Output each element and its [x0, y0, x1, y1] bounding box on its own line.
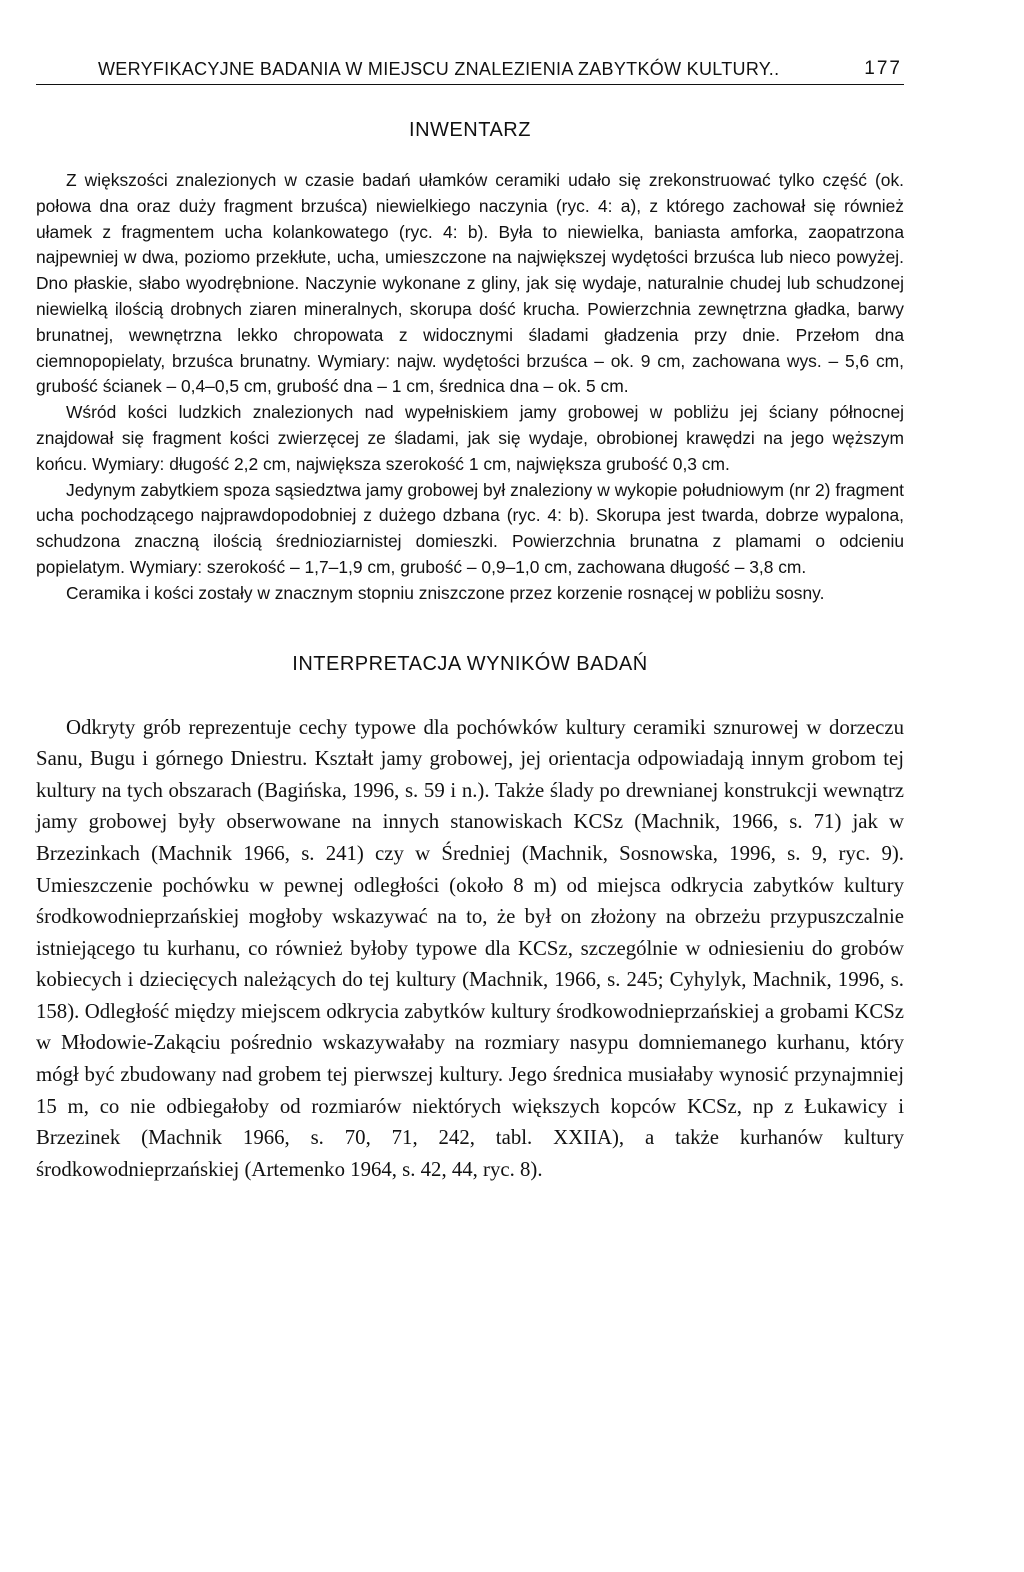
section-title-interpretation: INTERPRETACJA WYNIKÓW BADAŃ	[292, 652, 648, 675]
paragraph: Jedynym zabytkiem spoza sąsiedztwa jamy grobowej był znaleziony w wykopie południowym (nr 2) fragment ucha pochodzącego najprawdopodobniej z dużego dzbana (ryc. 4: b). Skorupa jest twarda, dobrze wypalona, schudzona znaczną ilością średnioziarnistej domieszki. Powierzchnia brunatna z plamami o odcieniu popielatym. Wymiary: szerokość – 1,7–1,9 cm, grubość – 0,9–1,0 cm, zachowana długość – 3,8 cm.	[36, 479, 904, 577]
running-head-title: WERYFIKACYJNE BADANIA W MIEJSCU ZNALEZIENIA ZABYTKÓW KULTURY..	[98, 59, 780, 79]
paragraph: Odkryty grób reprezentuje cechy typowe dla pochówków kultury ceramiki sznurowej w dorzeczu Sanu, Bugu i górnego Dniestru. Kształt jamy grobowej, jej orientacja odpowiadają innym grobom tej kultury na tych obszarach (Bagińska, 1996, s. 59 i n.). Także ślady po drewnianej konstrukcji wewnątrz jamy grobowej były obserwowane na innych stanowiskach KCSz (Machnik, 1966, s. 71) jak w Brzezinkach (Machnik 1966, s. 241) czy w Średniej (Machnik, Sosnowska, 1996, s. 9, ryc. 9). Umieszczenie pochówku w pewnej odległości (około 8 m) od miejsca odkrycia zabytków kultury środkowodnieprzańskiej mogłoby wskazywać na to, że był on złożony na obrzeżu przypuszczalnie istniejącego tu kurhanu, co również byłoby typowe dla KCSz, szczególnie w odniesieniu do grobów kobiecych i dziecięcych należących do tej kultury (Machnik, 1966, s. 245; Cyhylyk, Machnik, 1996, s. 158). Odległość między miejscem odkrycia zabytków kultury środkowodnieprzańskiej a grobami KCSz w Młodowie-Zakąciu pośrednio wskazywałaby na rozmiary nasypu domniemanego kurhanu, który mógł być zbudowany nad grobem tej pierwszej kultury. Jego średnica musiałaby wynosić przynajmniej 15 m, co nie odbiegałoby od rozmiarów niektórych większych kopców KCSz, np z Łukawicy i Brzezinek (Machnik 1966, s. 70, 71, 242, tabl. XXIIA), a także kurhanów kultury środkowodnieprzańskiej (Artemenko 1964, s. 42, 44, ryc. 8).	[36, 715, 904, 1181]
document-page	[36, 58, 904, 1185]
section-title-inventory: INWENTARZ	[409, 119, 531, 141]
page-number: 177	[864, 58, 902, 79]
section-interpretation-body	[36, 712, 904, 1186]
paragraph: Z większości znalezionych w czasie badań ułamków ceramiki udało się zrekonstruować tylko część (ok. połowa dna oraz duży fragment brzuśca) niewielkiego naczynia (ryc. 4: a), z którego zachował się również ułamek z fragmentem ucha kolankowatego (ryc. 4: b). Była to niewielka, baniasta amforka, zaopatrzona najpewniej w dwa, poziomo przekłute, ucha, umieszczone na największej wydętości brzuśca lub nieco powyżej. Dno płaskie, słabo wyodrębnione. Naczynie wykonane z gliny, jak się wydaje, naturalnie chudej lub schudzonej niewielką ilością drobnych ziaren mineralnych, skorupa dość krucha. Powierzchnia zewnętrzna gładka, barwy brunatnej, wewnętrzna lekko chropowata z widocznymi śladami gładzenia przy dnie. Przełom dna ciemnopopielaty, brzuśca brunatny. Wymiary: najw. wydętości brzuśca – ok. 9 cm, zachowana wys. – 5,6 cm, grubość ścianek – 0,4–0,5 cm, grubość dna – 1 cm, średnica dna – ok. 5 cm.	[36, 170, 904, 397]
paragraph: Ceramika i kości zostały w znacznym stopniu zniszczone przez korzenie rosnącej w pobliżu sosny.	[66, 582, 825, 603]
running-head	[36, 58, 904, 85]
section-inventory-body	[36, 168, 904, 607]
paragraph: Wśród kości ludzkich znalezionych nad wypełniskiem jamy grobowej w pobliżu jej ściany północnej znajdował się fragment kości zwierzęcej ze śladami, jak się wydaje, obrobionej krawędzi na jego węższym końcu. Wymiary: długość 2,2 cm, największa szerokość 1 cm, największa grubość 0,3 cm.	[36, 402, 904, 474]
